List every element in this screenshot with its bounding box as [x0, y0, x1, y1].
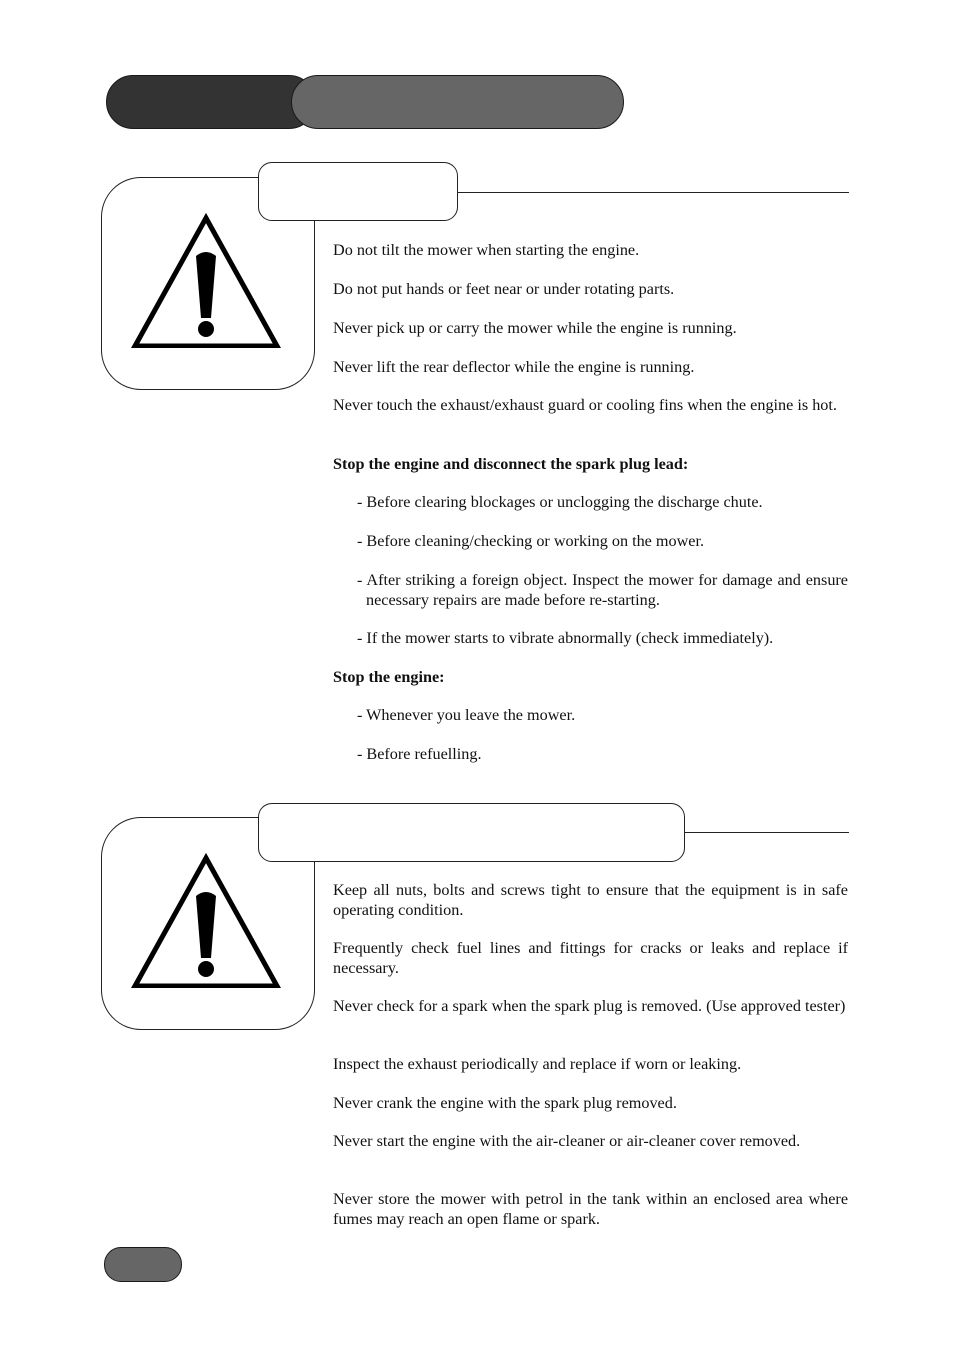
header-tab-dark	[106, 75, 316, 129]
section1-title-pill	[258, 162, 458, 221]
stop-disconnect-heading: Stop the engine and disconnect the spark plug lead:	[333, 455, 689, 473]
stop-disconnect-item: - Before clearing blockages or unclogging the discharge chute.	[357, 493, 763, 511]
stop-engine-item: - Before refuelling.	[357, 745, 482, 763]
section1-item: Never pick up or carry the mower while the engine is running.	[333, 319, 737, 337]
warning-triangle-icon	[131, 852, 281, 988]
section2-item: Inspect the exhaust periodically and replace if worn or leaking.	[333, 1055, 742, 1073]
section1-item: Do not put hands or feet near or under rotating parts.	[333, 280, 675, 298]
stop-disconnect-item: - If the mower starts to vibrate abnormally (check immediately).	[357, 629, 774, 647]
stop-disconnect-item: - Before cleaning/checking or working on the mower.	[357, 532, 705, 550]
section1-item: Never touch the exhaust/exhaust guard or cooling fins when the engine is hot.	[333, 396, 837, 414]
section1-item: Never lift the rear deflector while the engine is running.	[333, 358, 695, 376]
section2-item: Frequently check fuel lines and fittings for cracks or leaks and replace if necessary.	[333, 939, 848, 977]
page-number-pill	[104, 1247, 182, 1282]
section2-title-pill	[258, 803, 685, 862]
stop-engine-heading: Stop the engine:	[333, 668, 445, 686]
section2-item: Never crank the engine with the spark plug removed.	[333, 1094, 677, 1112]
section2-rule	[685, 832, 849, 833]
section2-item: Never store the mower with petrol in the tank within an enclosed area where fumes may reach an open flame or spark.	[333, 1190, 848, 1228]
section2-item: Never check for a spark when the spark plug is removed. (Use approved tester)	[333, 997, 846, 1015]
warning-triangle-icon	[131, 212, 281, 348]
stop-disconnect-item: - After striking a foreign object. Inspect the mower for damage and ensure necessary repairs are made before re-starting.	[357, 571, 848, 609]
section2-item: Never start the engine with the air-cleaner or air-cleaner cover removed.	[333, 1132, 801, 1150]
stop-engine-item: - Whenever you leave the mower.	[357, 706, 576, 724]
section1-rule	[458, 192, 849, 193]
header-tab-grey	[291, 75, 624, 129]
section2-item: Keep all nuts, bolts and screws tight to ensure that the equipment is in safe operating condition.	[333, 881, 848, 919]
section1-item: Do not tilt the mower when starting the engine.	[333, 241, 640, 259]
